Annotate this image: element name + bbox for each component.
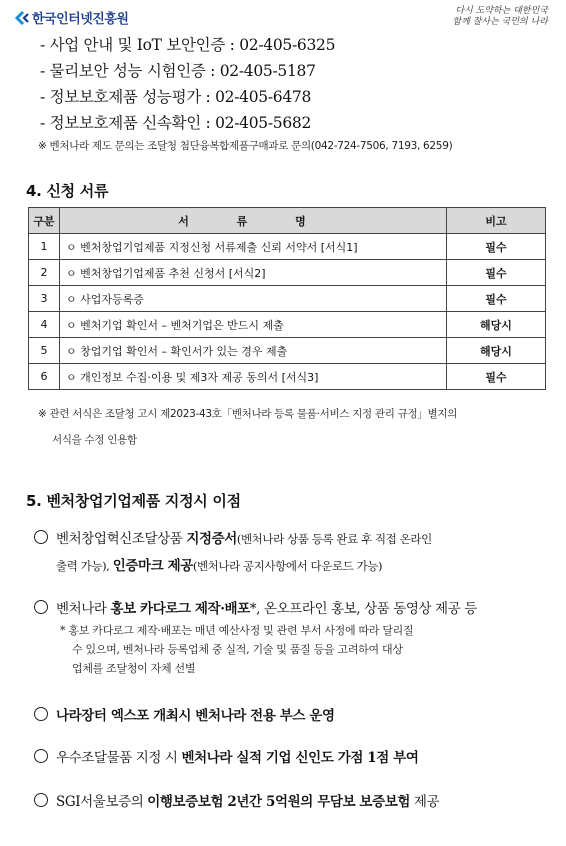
- table-row: [29, 286, 546, 312]
- org-name: 한국인터넷진흥원: [32, 12, 129, 27]
- slogan: [452, 6, 548, 28]
- benefit-5: [34, 790, 439, 810]
- benefit-text: 제공: [410, 794, 440, 810]
- row-remark: 필수: [447, 234, 546, 260]
- circle-bullet-icon: [34, 793, 48, 807]
- contact-line: - 사업 안내 및 IoT 보안인증 : 02-405-6325: [40, 36, 336, 54]
- table-row: [29, 338, 546, 364]
- circle-bullet-icon: [34, 707, 48, 721]
- row-name: ㅇ 창업기업 확인서 – 확인서가 있는 경우 제출: [60, 338, 447, 364]
- benefit-highlight: 이행보증보험 2년간 5억원의 무담보 보증보험: [147, 794, 410, 810]
- benefit-1-line-1: [34, 527, 432, 547]
- benefit-text: SGI서울보증의: [56, 794, 148, 810]
- benefit-text: (벤처나라 상품 등록 완료 후 직접 온라인: [236, 532, 432, 546]
- slogan-line-2: 함께 잘사는 국민의 나라: [452, 17, 548, 27]
- contact-line: - 물리보안 성능 시험인증 : 02-405-5187: [40, 62, 316, 80]
- footnote-line: 수 있으며, 벤처나라 등록업체 중 실적, 기술 및 품질 등을 고려하여 대상: [72, 643, 403, 656]
- row-remark: 해당시: [447, 338, 546, 364]
- table-row: [29, 312, 546, 338]
- row-remark: 필수: [447, 286, 546, 312]
- row-no: 2: [29, 260, 60, 286]
- benefit-2-line-1: [34, 597, 477, 617]
- footnote-line: 업체를 조달청이 자체 선별: [72, 662, 196, 675]
- row-remark: 필수: [447, 364, 546, 390]
- benefit-text: 벤처창업혁신조달상품: [56, 531, 187, 547]
- row-no: 6: [29, 364, 60, 390]
- col-header-remark: 비고: [447, 208, 546, 234]
- benefit-2-footnote: [60, 621, 413, 678]
- section-4-note-line-1: ※ 관련 서식은 조달청 고시 제2023-43호「벤처나라 등록 물품·서비스 지정 관리 규정」별지의: [38, 408, 458, 420]
- benefit-text: (벤처나라 공지사항에서 다운로드 가능): [192, 559, 383, 573]
- benefit-highlight: 나라장터 엑스포 개최시 벤처나라 전용 부스 운영: [56, 708, 335, 724]
- benefit-highlight: 인증마크 제공: [112, 558, 193, 574]
- col-header-no: 구분: [29, 208, 60, 234]
- row-name: ㅇ 벤처기업 확인서 – 벤처기업은 반드시 제출: [60, 312, 447, 338]
- benefit-highlight: 홍보 카다로그 제작·배포: [110, 601, 250, 617]
- col-header-name-text: 서 류 명: [178, 214, 328, 228]
- table-row: [29, 260, 546, 286]
- slogan-line-1: 다시 도약하는 대한민국: [455, 6, 548, 16]
- circle-bullet-icon: [34, 600, 48, 614]
- row-no: 1: [29, 234, 60, 260]
- col-header-name: [60, 208, 447, 234]
- benefit-1-line-2: [56, 554, 382, 574]
- section-5-title: 5. 벤처창업기업제품 지정시 이점: [26, 492, 241, 510]
- section-4-note-line-2: 서식을 수정 인용함: [52, 434, 137, 446]
- benefit-highlight: 벤처나라 실적 기업 신인도 가점 1점 부여: [181, 750, 419, 766]
- circle-bullet-icon: [34, 530, 48, 544]
- table-header-row: [29, 208, 546, 234]
- circle-bullet-icon: [34, 749, 48, 763]
- contact-line: - 정보보호제품 신속확인 : 02-405-5682: [40, 114, 312, 132]
- row-name: ㅇ 사업자등록증: [60, 286, 447, 312]
- row-name: ㅇ 개인정보 수집·이용 및 제3자 제공 동의서 [서식3]: [60, 364, 447, 390]
- row-name: ㅇ 벤처창업기업제품 추천 신청서 [서식2]: [60, 260, 447, 286]
- contact-line: - 정보보호제품 성능평가 : 02-405-6478: [40, 88, 312, 106]
- benefit-3: [34, 704, 335, 724]
- row-remark: 해당시: [447, 312, 546, 338]
- org-logo: [14, 8, 128, 27]
- benefit-text: 우수조달물품 지정 시: [56, 750, 182, 766]
- row-name: ㅇ 벤처창업기업제품 지정신청 서류제출 신뢰 서약서 [서식1]: [60, 234, 447, 260]
- benefit-4: [34, 746, 419, 766]
- row-no: 3: [29, 286, 60, 312]
- logo-chevron-icon: [14, 11, 30, 25]
- table-row: [29, 234, 546, 260]
- row-remark: 필수: [447, 260, 546, 286]
- benefit-highlight: 지정증서: [186, 531, 237, 547]
- contact-note: ※ 벤처나라 제도 문의는 조달청 첨단융복합제품구매과로 문의(042-724-7506, 7193, 6259): [38, 140, 453, 152]
- section-4-title: 4. 신청 서류: [26, 182, 109, 200]
- benefit-text: *, 온오프라인 홍보, 상품 동영상 제공 등: [249, 601, 477, 617]
- benefit-text: 출력 가능),: [56, 559, 113, 573]
- footnote-line: * 홍보 카다로그 제작·배포는 매년 예산사정 및 관련 부서 사정에 따라 달리질: [60, 624, 414, 637]
- row-no: 4: [29, 312, 60, 338]
- benefit-text: 벤처나라: [56, 601, 111, 617]
- table-row: [29, 364, 546, 390]
- row-no: 5: [29, 338, 60, 364]
- documents-table: [28, 207, 546, 390]
